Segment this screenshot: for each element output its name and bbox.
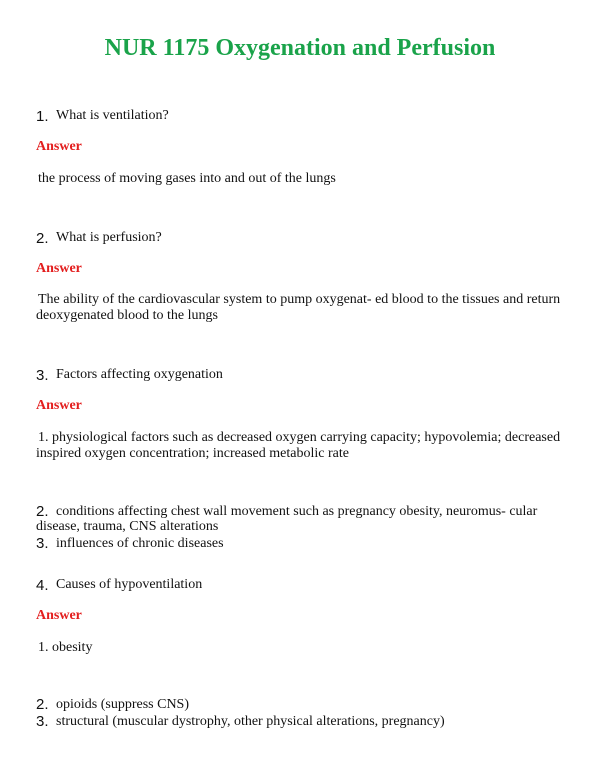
- answer-label: Answer: [36, 261, 82, 276]
- question-number: 1.: [36, 108, 49, 125]
- document-title: NUR 1175 Oxygenation and Perfusion: [104, 35, 496, 61]
- sub-item-text: disease, trauma, CNS alterations: [36, 519, 219, 534]
- answer-text: deoxygenated blood to the lungs: [36, 308, 218, 323]
- question-number: 2.: [36, 230, 49, 247]
- sub-item-number: 3.: [36, 713, 49, 730]
- question-text: What is ventilation?: [56, 108, 169, 123]
- answer-text: The ability of the cardiovascular system to pump oxygenat- ed blood to the tissues and return: [38, 292, 561, 307]
- question-text: Causes of hypoventilation: [56, 577, 203, 592]
- sub-item-text: influences of chronic diseases: [56, 536, 224, 551]
- question-number: 4.: [36, 577, 49, 594]
- question-text: Factors affecting oxygenation: [56, 367, 223, 382]
- answer-text: inspired oxygen concentration; increased metabolic rate: [36, 446, 349, 461]
- answer-text: the process of moving gases into and out of the lungs: [38, 171, 336, 186]
- sub-item-text: conditions affecting chest wall movement such as pregnancy obesity, neuromus- cular: [56, 504, 538, 519]
- question-text: What is perfusion?: [56, 230, 162, 245]
- answer-text: 1. physiological factors such as decreased oxygen carrying capacity; hypovolemia; decreased: [38, 430, 561, 445]
- answer-text: 1. obesity: [38, 640, 93, 655]
- sub-item-text: opioids (suppress CNS): [56, 697, 190, 712]
- answer-label: Answer: [36, 139, 82, 154]
- answer-label: Answer: [36, 398, 82, 413]
- sub-item-number: 2.: [36, 696, 49, 713]
- question-number: 3.: [36, 367, 49, 384]
- sub-item-number: 2.: [36, 503, 49, 520]
- sub-item-number: 3.: [36, 535, 49, 552]
- answer-label: Answer: [36, 608, 82, 623]
- sub-item-text: structural (muscular dystrophy, other physical alterations, pregnancy): [56, 714, 445, 729]
